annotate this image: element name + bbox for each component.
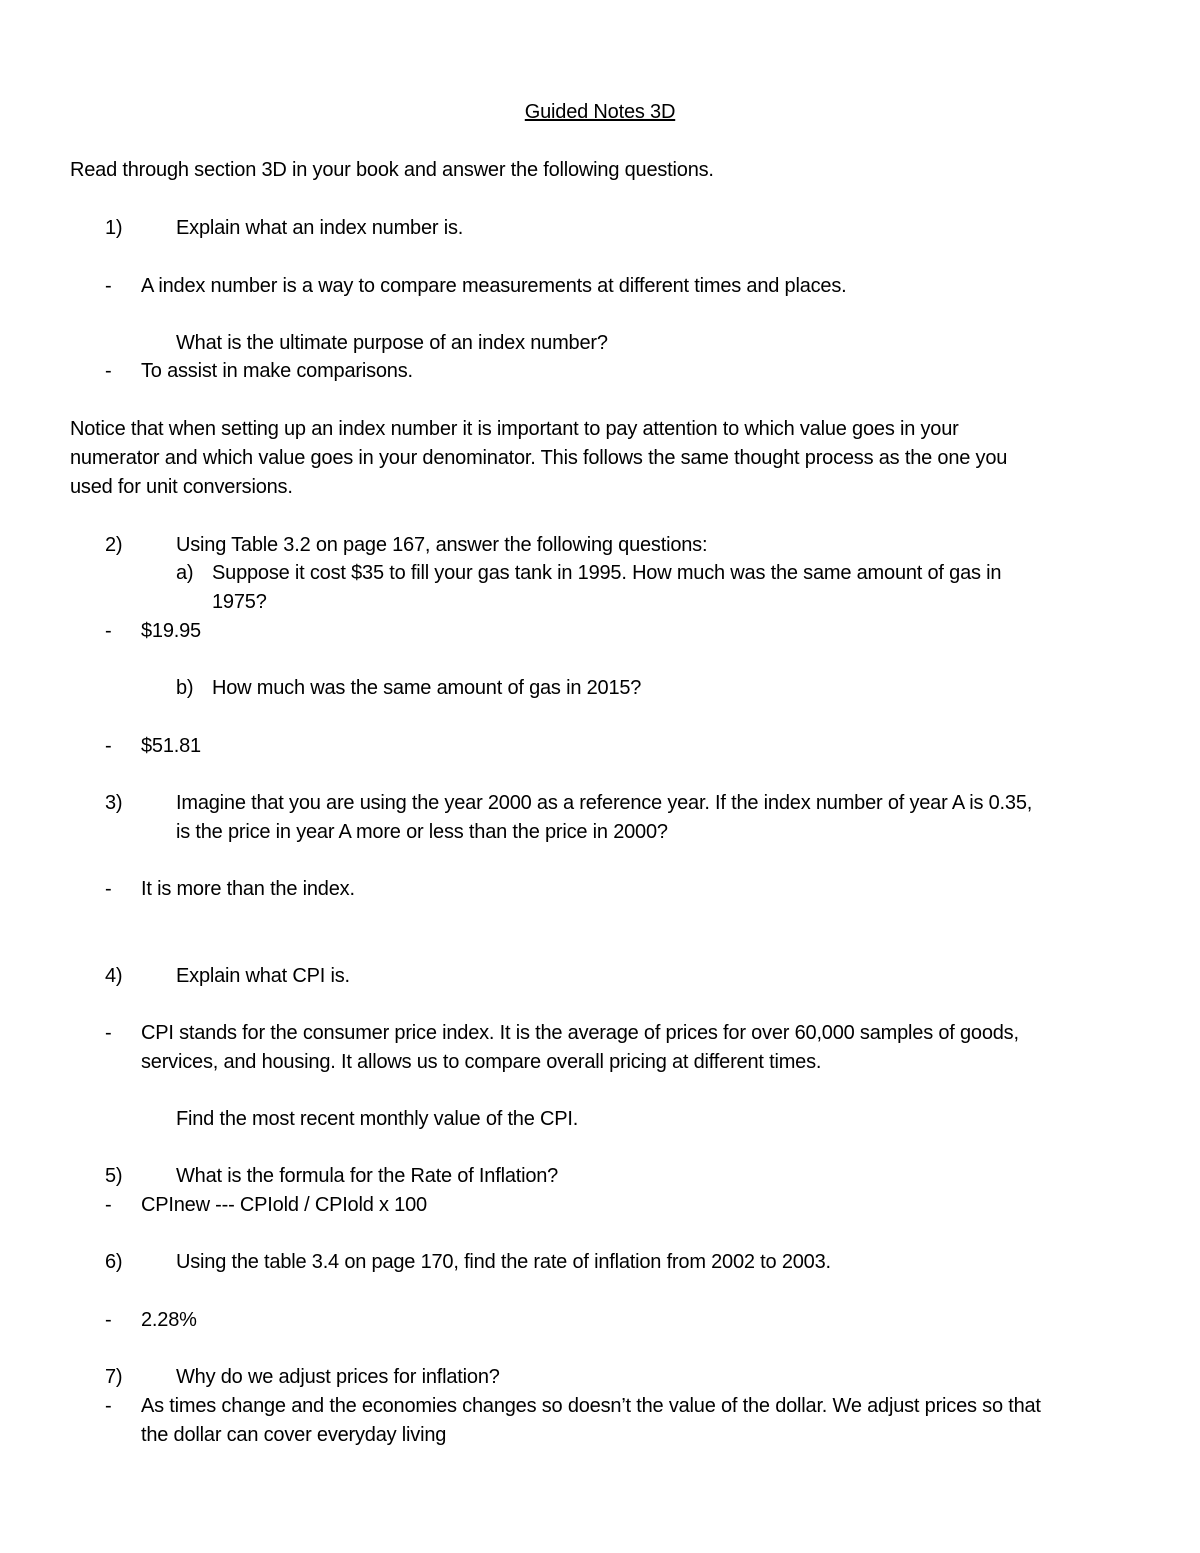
notice-line: used for unit conversions. [70,476,293,498]
question-text: Using Table 3.2 on page 167, answer the following questions: [176,534,708,556]
bullet-dash: - [105,1395,112,1417]
answer-text: $19.95 [141,620,201,642]
question-text: Using the table 3.4 on page 170, find the rate of inflation from 2002 to 2003. [176,1251,831,1273]
question-text: Imagine that you are using the year 2000 as a reference year. If the index number of year A is 0.35, [176,792,1033,814]
question-number: 4) [105,965,123,987]
answer-text: the dollar can cover everyday living [141,1424,447,1446]
subquestion-text: 1975? [212,591,267,613]
followup-question: What is the ultimate purpose of an index number? [176,332,608,354]
question-number: 6) [105,1251,123,1273]
bullet-dash: - [105,1309,112,1331]
question-text: Why do we adjust prices for inflation? [176,1366,500,1388]
notice-line: Notice that when setting up an index number it is important to pay attention to which value goes in your [70,418,959,440]
answer-text: To assist in make comparisons. [141,360,413,382]
question-text: Explain what an index number is. [176,217,464,239]
notice-line: numerator and which value goes in your denominator. This follows the same thought process as the one you [70,447,1008,469]
intro-text: Read through section 3D in your book and answer the following questions. [70,159,714,181]
question-number: 1) [105,217,123,239]
question-text: is the price in year A more or less than the price in 2000? [176,821,668,843]
question-text: Explain what CPI is. [176,965,350,987]
question-number: 3) [105,792,123,814]
bullet-dash: - [105,620,112,642]
subquestion-label: a) [176,562,194,584]
answer-text: CPI stands for the consumer price index. It is the average of prices for over 60,000 samples of goods, [141,1022,1019,1044]
subquestion-text: Suppose it cost $35 to fill your gas tank in 1995. How much was the same amount of gas in [212,562,1002,584]
bullet-dash: - [105,1022,112,1044]
question-number: 2) [105,534,123,556]
bullet-dash: - [105,878,112,900]
question-number: 5) [105,1165,123,1187]
page-title: Guided Notes 3D [524,101,676,123]
bullet-dash: - [105,360,112,382]
answer-text: It is more than the index. [141,878,355,900]
bullet-dash: - [105,735,112,757]
question-number: 7) [105,1366,123,1388]
answer-text: As times change and the economies changes so doesn’t the value of the dollar. We adjust prices so that [141,1395,1041,1417]
bullet-dash: - [105,275,112,297]
answer-text: CPInew --- CPIold / CPIold x 100 [141,1194,427,1216]
subquestion-label: b) [176,677,194,699]
bullet-dash: - [105,1194,112,1216]
answer-text: A index number is a way to compare measurements at different times and places. [141,275,847,297]
followup-question: Find the most recent monthly value of the CPI. [176,1108,579,1130]
question-text: What is the formula for the Rate of Inflation? [176,1165,559,1187]
subquestion-text: How much was the same amount of gas in 2015? [212,677,642,699]
answer-text: 2.28% [141,1309,197,1331]
answer-text: $51.81 [141,735,201,757]
answer-text: services, and housing. It allows us to compare overall pricing at different times. [141,1051,822,1073]
